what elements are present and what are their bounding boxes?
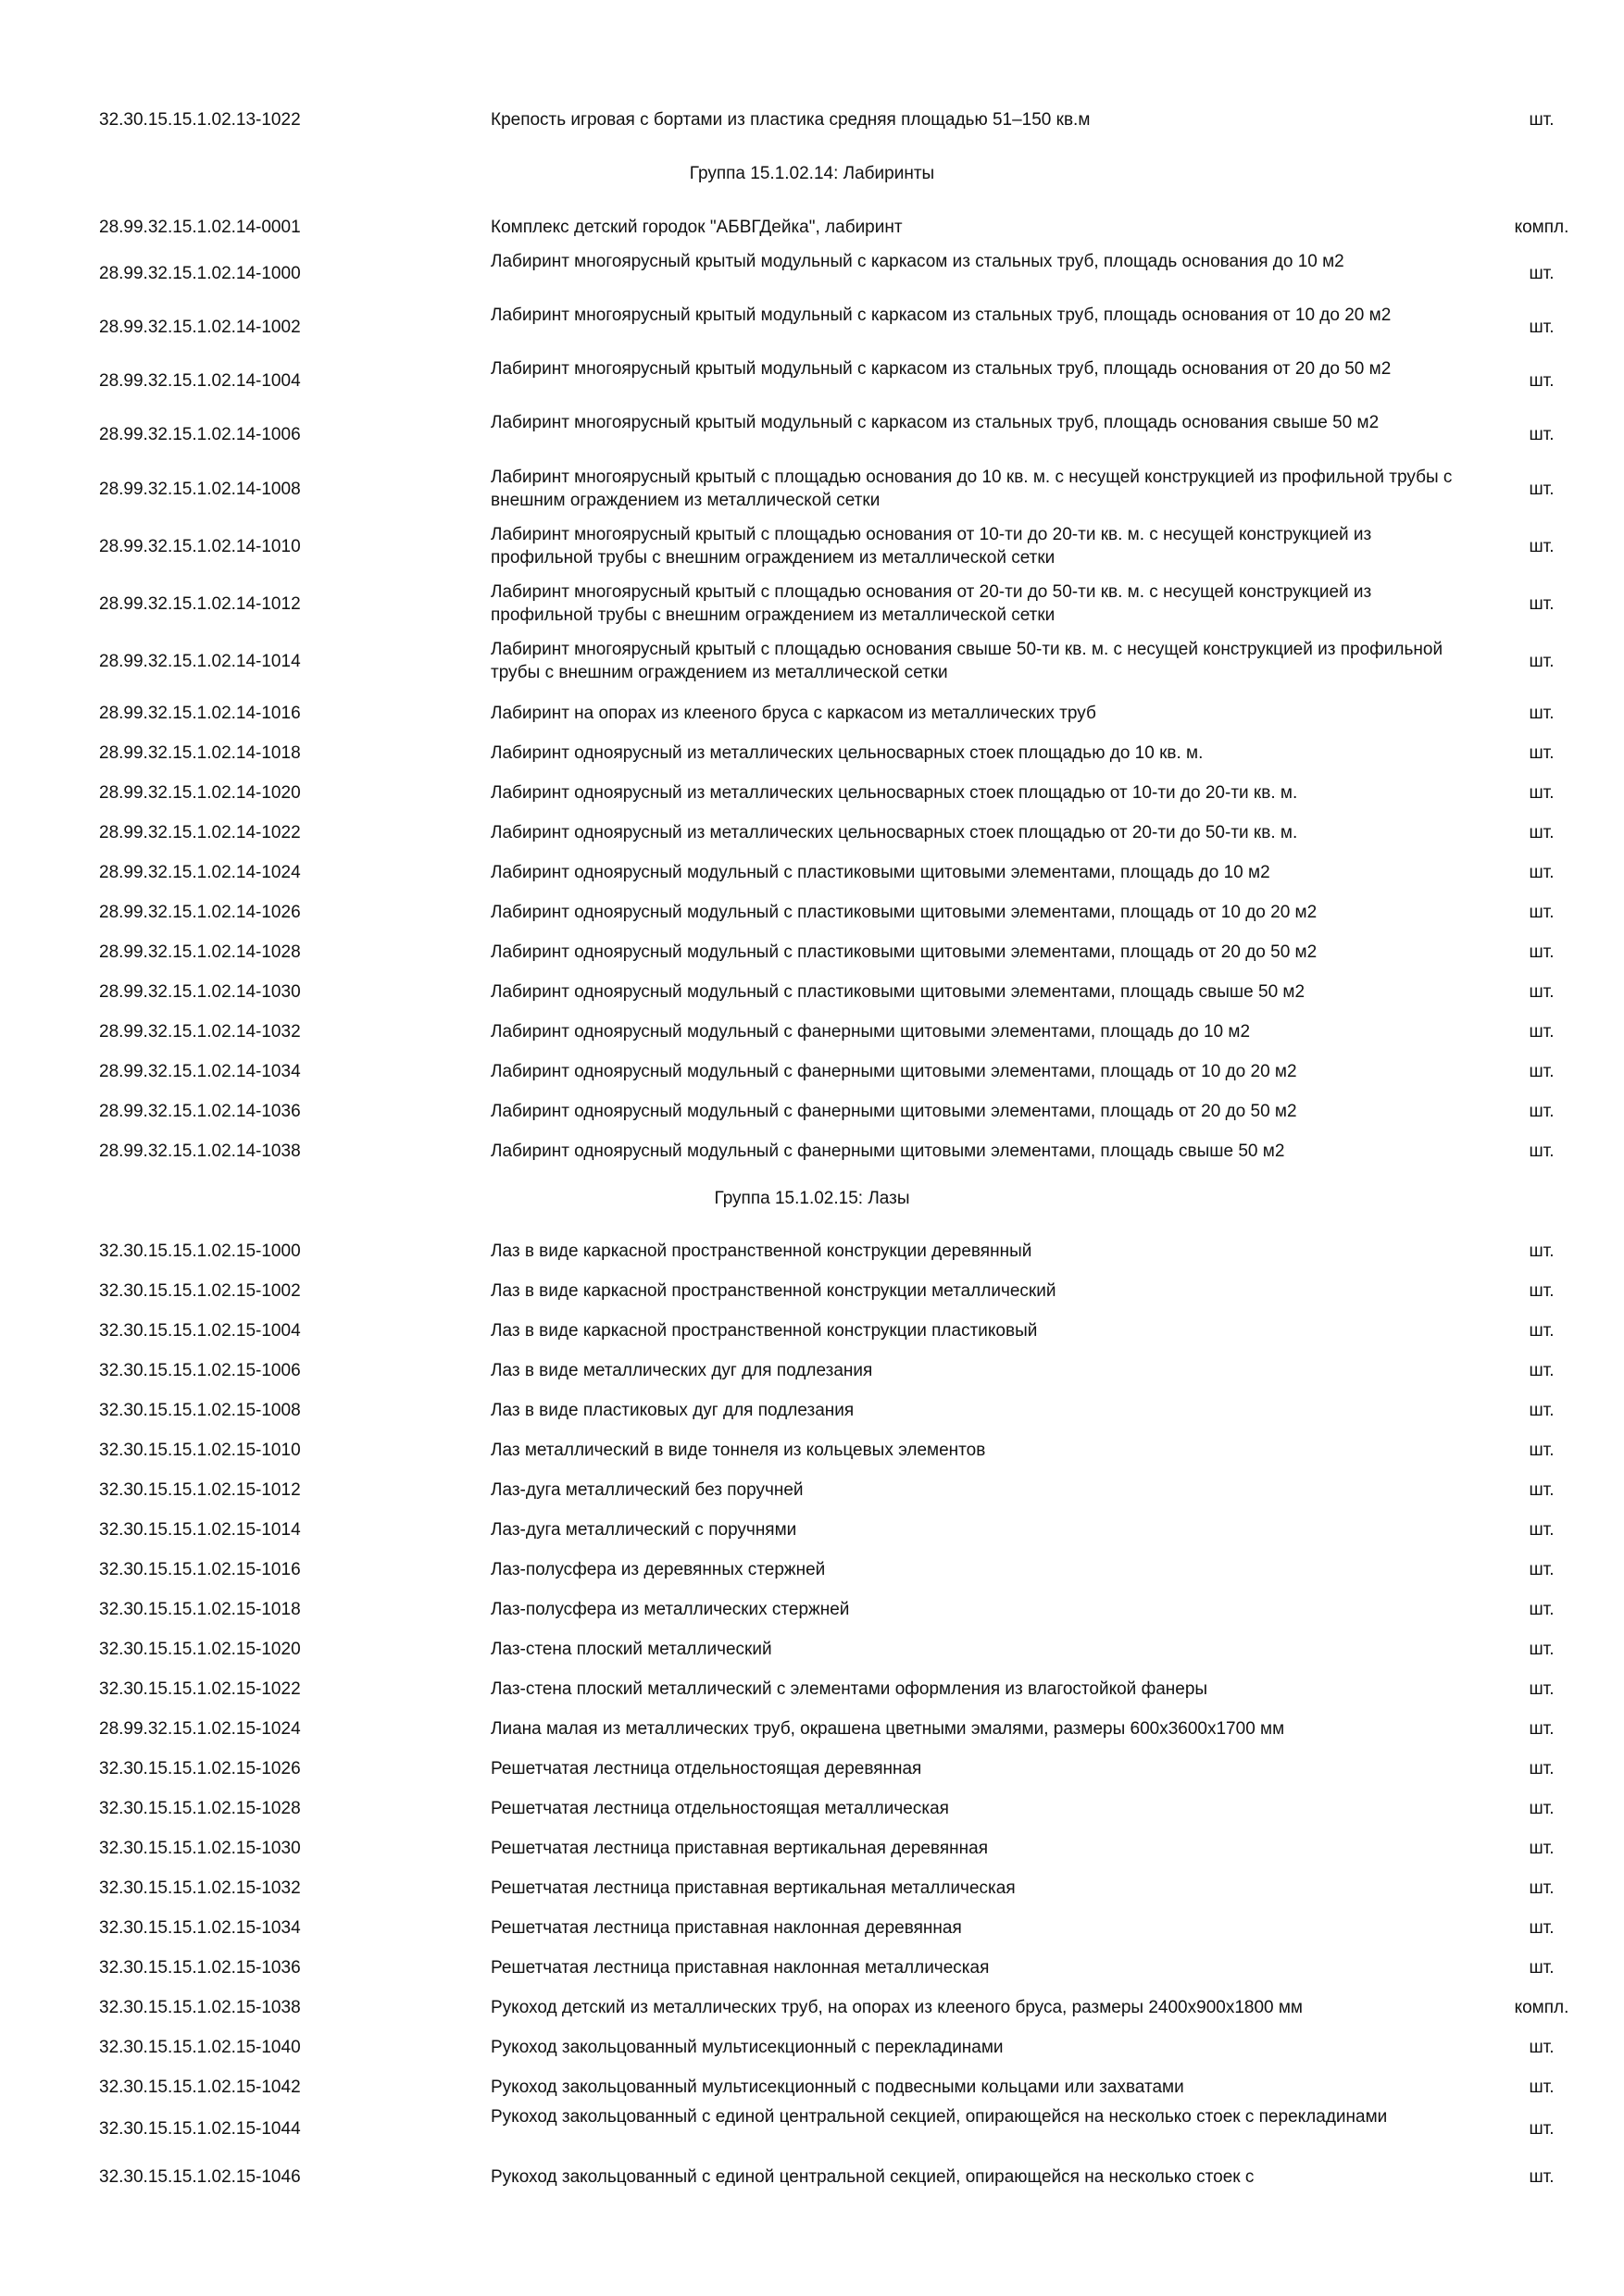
row-code: 28.99.32.15.1.02.14-1018 (99, 743, 301, 763)
row-code: 32.30.15.15.1.02.15-1030 (99, 1839, 301, 1858)
row-description: Лабиринт одноярусный модульный с фанерными щитовыми элементами, площадь от 20 до 50 м2 (491, 1102, 1297, 1121)
row-unit: шт. (1529, 1719, 1555, 1739)
row-description: Лиана малая из металлических труб, окрашена цветными эмалями, размеры 600x3600x1700 мм (491, 1719, 1285, 1739)
row-code: 28.99.32.15.1.02.14-1036 (99, 1102, 301, 1121)
row-unit: шт. (1529, 652, 1555, 671)
row-unit: шт. (1529, 1242, 1555, 1261)
row-code: 28.99.32.15.1.02.14-1002 (99, 318, 301, 337)
row-code: 28.99.32.15.1.02.15-1024 (99, 1719, 301, 1739)
row-code: 32.30.15.15.1.02.15-1036 (99, 1958, 301, 1978)
row-code: 28.99.32.15.1.02.14-1024 (99, 863, 301, 882)
row-unit: шт. (1529, 1640, 1555, 1659)
row-code: 28.99.32.15.1.02.14-1034 (99, 1062, 301, 1081)
row-unit: шт. (1529, 1839, 1555, 1858)
row-unit: шт. (1529, 1520, 1555, 1540)
row-unit: шт. (1529, 1560, 1555, 1579)
row-unit: шт. (1529, 1480, 1555, 1500)
row-description: Лабиринт многоярусный крытый модульный с каркасом из стальных труб, площадь основания до 10 м2 (491, 252, 1344, 271)
row-unit: шт. (1529, 1878, 1555, 1898)
row-unit: шт. (1529, 1759, 1555, 1778)
row-unit: шт. (1529, 1142, 1555, 1161)
row-unit: шт. (1529, 1679, 1555, 1699)
row-description: Рукоход закольцованный с единой центральной секцией, опирающейся на несколько стоек с (491, 2167, 1255, 2187)
row-unit: шт. (1529, 743, 1555, 763)
row-description: Лабиринт многоярусный крытый с площадью основания от 10-ти до 20-ти кв. м. с несущей конструкцией из профильной трубы с внешним ограждением из металлической сетки (491, 525, 1372, 568)
row-unit: шт. (1529, 1281, 1555, 1301)
row-code: 32.30.15.15.1.02.15-1014 (99, 1520, 301, 1540)
row-code: 32.30.15.15.1.02.15-1040 (99, 2038, 301, 2057)
row-description: Решетчатая лестница приставная наклонная деревянная (491, 1918, 962, 1938)
row-unit: шт. (1529, 1441, 1555, 1460)
row-description: Лабиринт на опорах из клееного бруса с каркасом из металлических труб (491, 704, 1096, 723)
row-unit: шт. (1529, 1401, 1555, 1420)
row-description: Лабиринт одноярусный модульный с фанерными щитовыми элементами, площадь свыше 50 м2 (491, 1142, 1285, 1161)
row-code: 32.30.15.15.1.02.15-1042 (99, 2078, 301, 2097)
row-description: Лабиринт одноярусный модульный с пластиковыми щитовыми элементами, площадь от 10 до 20 м2 (491, 903, 1318, 922)
row-description: Лабиринт многоярусный крытый модульный с каркасом из стальных труб, площадь основания от 20 до 50 м2 (491, 359, 1392, 379)
row-description: Решетчатая лестница отдельностоящая металлическая (491, 1799, 949, 1818)
row-unit: шт. (1529, 264, 1555, 283)
row-code: 28.99.32.15.1.02.14-1026 (99, 903, 301, 922)
row-code: 28.99.32.15.1.02.14-1008 (99, 480, 301, 499)
row-description: Лаз-стена плоский металлический (491, 1640, 772, 1659)
row-code: 32.30.15.15.1.02.15-1012 (99, 1480, 301, 1500)
row-code: 28.99.32.15.1.02.14-1010 (99, 537, 301, 556)
row-code: 28.99.32.15.1.02.14-1028 (99, 942, 301, 962)
row-unit: шт. (1529, 1600, 1555, 1619)
row-description: Лабиринт одноярусный модульный с пластиковыми щитовыми элементами, площадь свыше 50 м2 (491, 982, 1305, 1002)
row-unit: шт. (1529, 903, 1555, 922)
row-code: 32.30.15.15.1.02.15-1044 (99, 2119, 301, 2139)
row-code: 32.30.15.15.1.02.15-1034 (99, 1918, 301, 1938)
row-code: 32.30.15.15.1.02.15-1046 (99, 2167, 301, 2187)
group-heading-crawls: Группа 15.1.02.15: Лазы (714, 1189, 910, 1208)
row-unit: шт. (1529, 1321, 1555, 1341)
row-code: 32.30.15.15.1.02.15-1026 (99, 1759, 301, 1778)
row-code: 28.99.32.15.1.02.14-1020 (99, 783, 301, 803)
row-unit: шт. (1529, 425, 1555, 444)
row-description: Лаз-полусфера из деревянных стержней (491, 1560, 826, 1579)
row-code: 28.99.32.15.1.02.14-0001 (99, 218, 301, 237)
row-description: Лабиринт многоярусный крытый с площадью основания до 10 кв. м. с несущей конструкцией из профильной трубы с внешним ограждением из металлической сетки (491, 468, 1453, 510)
row-unit: компл. (1514, 218, 1569, 237)
row-unit: шт. (1529, 1958, 1555, 1978)
row-description: Лаз-стена плоский металлический с элементами оформления из влагостойкой фанеры (491, 1679, 1208, 1699)
row-code: 28.99.32.15.1.02.14-1006 (99, 425, 301, 444)
row-description: Лабиринт многоярусный крытый модульный с каркасом из стальных труб, площадь основания свыше 50 м2 (491, 413, 1380, 432)
row-code: 28.99.32.15.1.02.14-1022 (99, 823, 301, 842)
row-code: 32.30.15.15.1.02.15-1038 (99, 1998, 301, 2017)
row-code: 32.30.15.15.1.02.15-1016 (99, 1560, 301, 1579)
row-description: Лабиринт одноярусный из металлических цельносварных стоек площадью от 20-ти до 50-ти кв. м. (491, 823, 1298, 842)
row-code: 32.30.15.15.1.02.15-1004 (99, 1321, 301, 1341)
row-code: 32.30.15.15.1.02.15-1010 (99, 1441, 301, 1460)
row-code: 32.30.15.15.1.02.13-1022 (99, 110, 301, 130)
row-unit: шт. (1529, 2167, 1555, 2187)
row-code: 28.99.32.15.1.02.14-1030 (99, 982, 301, 1002)
row-description: Лабиринт одноярусный модульный с фанерными щитовыми элементами, площадь от 10 до 20 м2 (491, 1062, 1297, 1081)
row-description: Лаз-дуга металлический с поручнями (491, 1520, 797, 1540)
group-heading-labyrinths: Группа 15.1.02.14: Лабиринты (689, 164, 935, 183)
row-description: Решетчатая лестница приставная наклонная металлическая (491, 1958, 990, 1978)
row-description: Лаз-полусфера из металлических стержней (491, 1600, 850, 1619)
row-description: Решетчатая лестница приставная вертикальная деревянная (491, 1839, 989, 1858)
row-description: Лаз в виде каркасной пространственной конструкции пластиковый (491, 1321, 1038, 1341)
row-unit: шт. (1529, 594, 1555, 614)
row-code: 32.30.15.15.1.02.15-1002 (99, 1281, 301, 1301)
row-unit: шт. (1529, 982, 1555, 1002)
row-description: Решетчатая лестница отдельностоящая деревянная (491, 1759, 922, 1778)
row-description: Лабиринт одноярусный модульный с пластиковыми щитовыми элементами, площадь до 10 м2 (491, 863, 1270, 882)
row-code: 28.99.32.15.1.02.14-1012 (99, 594, 301, 614)
row-description: Лабиринт одноярусный из металлических цельносварных стоек площадью до 10 кв. м. (491, 743, 1204, 763)
row-unit: шт. (1529, 783, 1555, 803)
row-code: 32.30.15.15.1.02.15-1008 (99, 1401, 301, 1420)
row-description: Лабиринт многоярусный крытый модульный с каркасом из стальных труб, площадь основания от 10 до 20 м2 (491, 306, 1392, 325)
row-code: 28.99.32.15.1.02.14-1032 (99, 1022, 301, 1042)
row-description: Рукоход закольцованный с единой центральной секцией, опирающейся на несколько стоек с перекладинами (491, 2107, 1388, 2127)
row-description: Лабиринт одноярусный из металлических цельносварных стоек площадью от 10-ти до 20-ти кв. м. (491, 783, 1298, 803)
row-description: Рукоход закольцованный мультисекционный с перекладинами (491, 2038, 1004, 2057)
row-description: Лаз в виде каркасной пространственной конструкции деревянный (491, 1242, 1032, 1261)
row-description: Лаз-дуга металлический без поручней (491, 1480, 804, 1500)
row-unit: шт. (1529, 1799, 1555, 1818)
row-description: Лаз в виде металлических дуг для подлезания (491, 1361, 873, 1380)
row-unit: шт. (1529, 318, 1555, 337)
row-description: Лаз металлический в виде тоннеля из кольцевых элементов (491, 1441, 986, 1460)
row-unit: шт. (1529, 2038, 1555, 2057)
row-unit: шт. (1529, 2078, 1555, 2097)
row-unit: шт. (1529, 1022, 1555, 1042)
row-code: 32.30.15.15.1.02.15-1006 (99, 1361, 301, 1380)
row-description: Рукоход закольцованный мультисекционный с подвесными кольцами или захватами (491, 2078, 1184, 2097)
row-unit: шт. (1529, 942, 1555, 962)
row-unit: шт. (1529, 1062, 1555, 1081)
row-unit: шт. (1529, 480, 1555, 499)
row-code: 28.99.32.15.1.02.14-1004 (99, 371, 301, 391)
row-description: Решетчатая лестница приставная вертикальная металлическая (491, 1878, 1016, 1898)
row-code: 32.30.15.15.1.02.15-1028 (99, 1799, 301, 1818)
row-description: Лабиринт одноярусный модульный с пластиковыми щитовыми элементами, площадь от 20 до 50 м2 (491, 942, 1318, 962)
row-unit: шт. (1529, 704, 1555, 723)
row-description: Лабиринт одноярусный модульный с фанерными щитовыми элементами, площадь до 10 м2 (491, 1022, 1251, 1042)
row-unit: компл. (1514, 1998, 1569, 2017)
row-code: 32.30.15.15.1.02.15-1020 (99, 1640, 301, 1659)
row-description: Лабиринт многоярусный крытый с площадью основания от 20-ти до 50-ти кв. м. с несущей конструкцией из профильной трубы с внешним ограждением из металлической сетки (491, 582, 1372, 625)
row-unit: шт. (1529, 823, 1555, 842)
row-unit: шт. (1529, 2119, 1555, 2139)
row-unit: шт. (1529, 1361, 1555, 1380)
row-code: 32.30.15.15.1.02.15-1000 (99, 1242, 301, 1261)
row-description: Крепость игровая с бортами из пластика средняя площадью 51–150 кв.м (491, 110, 1091, 130)
row-code: 28.99.32.15.1.02.14-1014 (99, 652, 301, 671)
row-description: Лабиринт многоярусный крытый с площадью основания свыше 50-ти кв. м. с несущей конструкцией из профильной трубы с внешним ограждением из металлической сетки (491, 640, 1443, 682)
row-code: 28.99.32.15.1.02.14-1016 (99, 704, 301, 723)
row-unit: шт. (1529, 1102, 1555, 1121)
row-unit: шт. (1529, 537, 1555, 556)
row-unit: шт. (1529, 1918, 1555, 1938)
row-unit: шт. (1529, 110, 1555, 130)
row-code: 28.99.32.15.1.02.14-1038 (99, 1142, 301, 1161)
row-code: 32.30.15.15.1.02.15-1022 (99, 1679, 301, 1699)
row-code: 32.30.15.15.1.02.15-1032 (99, 1878, 301, 1898)
row-description: Комплекс детский городок "АБВГДейка", лабиринт (491, 218, 903, 237)
row-description: Рукоход детский из металлических труб, на опорах из клееного бруса, размеры 2400x900x1800 мм (491, 1998, 1303, 2017)
row-unit: шт. (1529, 371, 1555, 391)
row-description: Лаз в виде каркасной пространственной конструкции металлический (491, 1281, 1056, 1301)
row-unit: шт. (1529, 863, 1555, 882)
row-description: Лаз в виде пластиковых дуг для подлезания (491, 1401, 855, 1420)
row-code: 32.30.15.15.1.02.15-1018 (99, 1600, 301, 1619)
row-code: 28.99.32.15.1.02.14-1000 (99, 264, 301, 283)
